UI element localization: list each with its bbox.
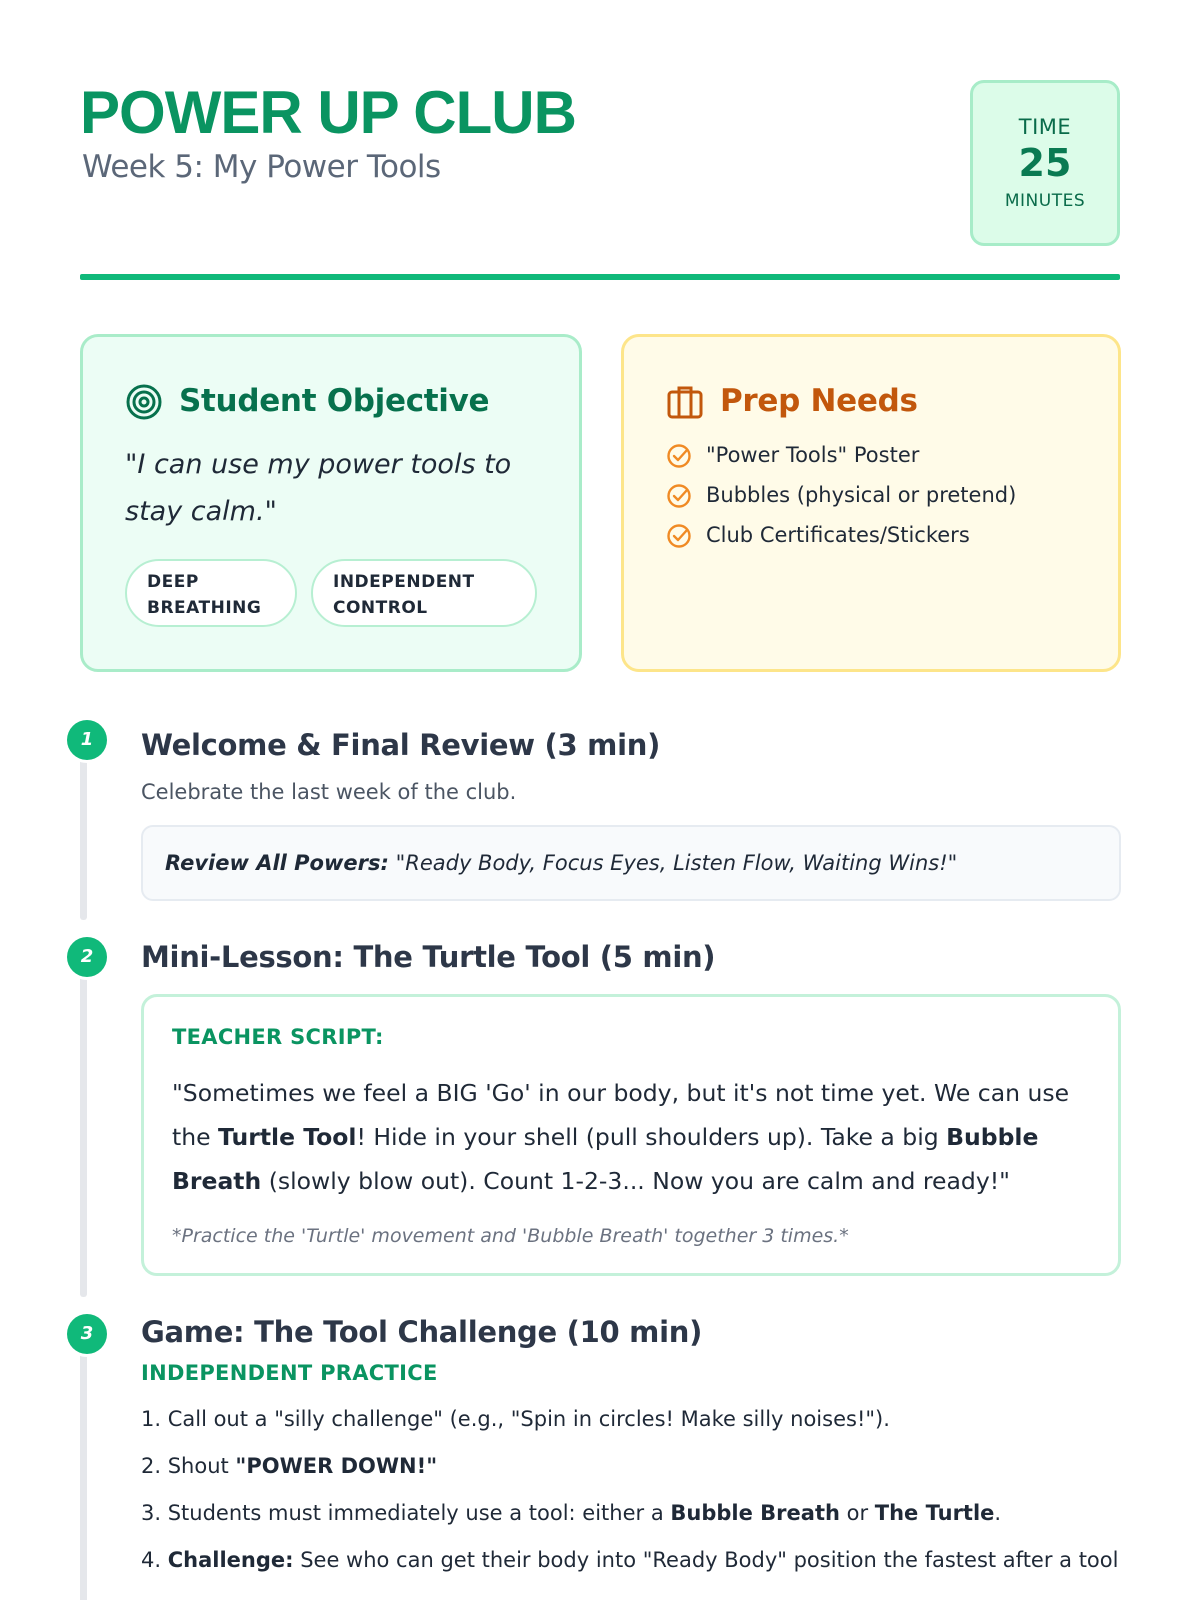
objective-quote: "I can use my power tools to stay calm." (125, 449, 512, 527)
review-label: Review All Powers: (165, 851, 389, 875)
target-icon (125, 383, 163, 421)
practice-item-text: See who can get their body into "Ready Body" position the fastest after a tool (293, 1548, 1119, 1572)
script-text-part: (slowly blow out). Count 1-2-3... Now you are calm and ready!" (261, 1167, 1010, 1195)
step-title: Welcome & Final Review (3 min) (141, 728, 661, 762)
week-subtitle: Week 5: My Power Tools (82, 149, 441, 185)
practice-item (141, 1546, 1121, 1593)
step-number: 2 (67, 937, 107, 977)
practice-item-bold: Bubble Breath (670, 1501, 840, 1525)
club-title: POWER UP CLUB (80, 79, 576, 146)
step-title: Game: The Tool Challenge (10 min) (141, 1315, 703, 1349)
timeline-line (80, 740, 87, 920)
teacher-script-box (141, 994, 1121, 1276)
practice-item (141, 1405, 1121, 1452)
step-number: 3 (67, 1314, 107, 1354)
header-divider (80, 274, 1120, 280)
script-text (172, 1071, 1092, 1203)
practice-item-text: 2. Shout (141, 1454, 236, 1478)
time-badge (970, 80, 1120, 246)
prep-card (621, 334, 1121, 672)
tag-pill: DEEP BREATHING (125, 559, 297, 627)
script-text-bold: Turtle Tool (218, 1123, 357, 1151)
objective-title: Student Objective (179, 383, 490, 419)
time-unit: MINUTES (1004, 191, 1086, 211)
page-header (80, 80, 1120, 280)
prep-list (666, 441, 1016, 561)
prep-item (666, 481, 1016, 521)
briefcase-icon (666, 383, 704, 421)
prep-item-label: Bubbles (physical or pretend) (706, 483, 1017, 507)
practice-label: INDEPENDENT PRACTICE (141, 1361, 438, 1385)
practice-list (141, 1405, 1121, 1593)
practice-item-bold: Challenge: (167, 1548, 294, 1572)
step-description: Celebrate the last week of the club. (141, 780, 517, 804)
practice-item-bold: "POWER DOWN!" (235, 1454, 438, 1478)
step-title: Mini-Lesson: The Turtle Tool (5 min) (141, 940, 716, 974)
review-text: "Ready Body, Focus Eyes, Listen Flow, Waiting Wins!" (395, 851, 958, 875)
step-number: 1 (67, 720, 107, 760)
script-text-bold: Bubble Breath (172, 1123, 1039, 1195)
objective-card (80, 334, 582, 672)
practice-item-text: 3. Students must immediately use a tool: either a (141, 1501, 671, 1525)
practice-item (141, 1452, 1121, 1499)
check-circle-icon (666, 523, 692, 549)
check-circle-icon (666, 443, 692, 469)
time-value: 25 (1018, 141, 1072, 185)
timeline-line (80, 957, 87, 1297)
script-text-part: ! Hide in your shell (pull shoulders up). Take a big (356, 1123, 947, 1151)
tag-pill: INDEPENDENT CONTROL (311, 559, 537, 627)
check-circle-icon (666, 483, 692, 509)
practice-item-text: 1. Call out a "silly challenge" (e.g., "Spin in circles! Make silly noises!"). (141, 1407, 890, 1431)
timeline-line (80, 1334, 87, 1600)
practice-item-text: or (839, 1501, 875, 1525)
prep-item (666, 441, 1016, 481)
prep-item (666, 521, 1016, 561)
practice-item (141, 1499, 1121, 1546)
review-box (141, 825, 1121, 901)
prep-item-label: "Power Tools" Poster (706, 443, 920, 467)
practice-item-bold: The Turtle (874, 1501, 995, 1525)
script-text-part: "Sometimes we feel a BIG 'Go' in our body, but it's not time yet. We can use the (172, 1079, 1070, 1151)
practice-note: *Practice the 'Turtle' movement and 'Bubble Breath' together 3 times.* (172, 1225, 849, 1247)
practice-item-text: . (994, 1501, 1002, 1525)
practice-item-text: 4. (141, 1548, 168, 1572)
time-label: TIME (1018, 115, 1072, 139)
prep-title: Prep Needs (720, 383, 918, 419)
script-label: TEACHER SCRIPT: (172, 1025, 384, 1049)
prep-item-label: Club Certificates/Stickers (706, 523, 970, 547)
